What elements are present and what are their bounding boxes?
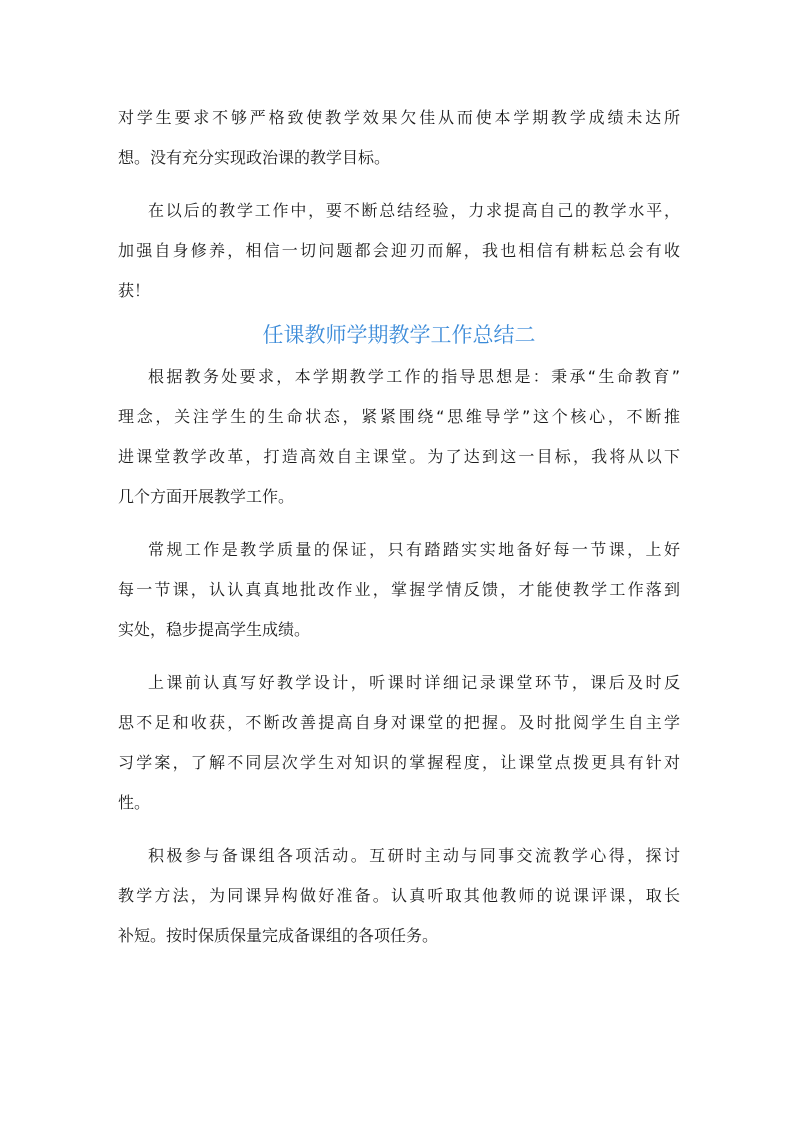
paragraph-line: 实处，稳步提高学生成绩。 <box>118 620 311 639</box>
paragraph <box>118 534 680 654</box>
paragraph <box>118 840 680 960</box>
paragraph-line: 加强自身修养，相信一切问题都会迎刃而解，我也相信有耕耘总会有收 <box>118 241 680 260</box>
paragraph-line: 获！ <box>118 281 151 300</box>
paragraph-line: 积极参与备课组各项活动。互研时主动与同事交流教学心得，探讨 <box>148 846 680 865</box>
paragraph-line: 根据教务处要求，本学期教学工作的指导思想是：秉承“生命教育” <box>148 367 680 386</box>
paragraph-line: 性。 <box>118 793 151 812</box>
paragraph-line: 每一节课，认认真真地批改作业，掌握学情反馈，才能使教学工作落到 <box>118 580 680 599</box>
paragraph-line: 理念，关注学生的生命状态，紧紧围绕“思维导学”这个核心，不断推 <box>118 407 680 426</box>
paragraph-line: 补短。按时保质保量完成备课组的各项任务。 <box>118 926 439 945</box>
paragraph-line: 上课前认真写好教学设计，听课时详细记录课堂环节，课后及时反 <box>148 673 680 692</box>
paragraph-line: 习学案，了解不同层次学生对知识的掌握程度，让课堂点拨更具有针对 <box>118 753 680 772</box>
document-body <box>118 102 680 960</box>
paragraph-line: 进课堂教学改革，打造高效自主课堂。为了达到这一目标，我将从以下 <box>118 447 680 466</box>
paragraph-line: 常规工作是教学质量的保证，只有踏踏实实地备好每一节课，上好 <box>148 540 680 559</box>
paragraph-line: 思不足和收获，不断改善提高自身对课堂的把握。及时批阅学生自主学 <box>118 713 680 732</box>
paragraph-line: 想。没有充分实现政治课的教学目标。 <box>118 148 391 167</box>
paragraph-line: 几个方面开展教学工作。 <box>118 487 295 506</box>
paragraph-line: 对学生要求不够严格致使教学效果欠佳从而使本学期教学成绩未达所 <box>118 108 680 127</box>
section-title: 任课教师学期教学工作总结二 <box>262 323 536 347</box>
paragraph-line: 教学方法，为同课异构做好准备。认真听取其他教师的说课评课，取长 <box>118 886 680 905</box>
paragraph <box>118 361 680 521</box>
paragraph <box>118 102 680 182</box>
paragraph-line: 在以后的教学工作中，要不断总结经验，力求提高自己的教学水平， <box>148 201 680 220</box>
paragraph <box>118 667 680 827</box>
paragraph <box>118 195 680 315</box>
